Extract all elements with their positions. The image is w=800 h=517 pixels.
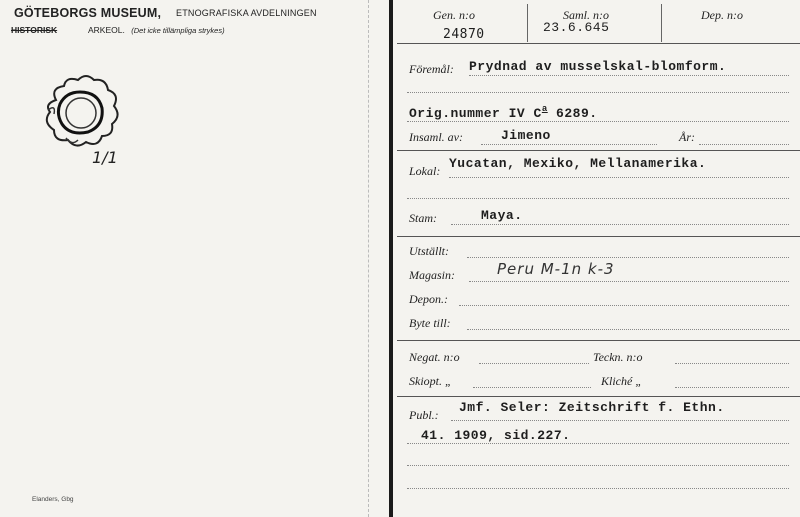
dotted-line [479,363,589,364]
divider [661,4,662,42]
publ-line-1: Jmf. Seler: Zeitschrift f. Ethn. [459,400,725,415]
divider [527,4,528,42]
publ-line-2: 41. 1909, sid.227. [421,428,571,443]
teckn-label: Teckn. n:o [593,350,643,364]
dotted-line [407,92,789,93]
dotted-line [481,144,657,145]
negat-label: Negat. n:o [409,350,460,364]
dotted-line [451,420,789,421]
dotted-line [699,144,789,145]
catalog-card [393,0,800,517]
dotted-line [469,75,789,76]
card-back-left [0,0,388,517]
rule [397,396,800,397]
dotted-line [449,177,789,178]
fold-line [368,0,369,517]
archaeology-label: ARKEOL. [88,25,125,35]
magasin-value: Peru M-1n k-3 [497,260,615,278]
saml-value: 23.6.645 [543,20,610,35]
gen-label: Gen. n:o [433,8,475,22]
archaeology-category [88,25,225,35]
dotted-line [675,363,789,364]
foremal-label: Föremål: [409,62,454,76]
rule [397,43,800,44]
dotted-line [469,281,789,282]
stam-label: Stam: [409,211,437,225]
insaml-value: Jimeno [501,128,551,143]
lokal-label: Lokal: [409,164,441,178]
saml-label: Saml. n:o [563,8,609,22]
insaml-label: Insaml. av: [409,130,463,144]
dotted-line [467,329,789,330]
dotted-line [407,488,789,489]
magasin-label: Magasin: [409,268,455,282]
department-name: ETNOGRAFISKA AVDELNINGEN [176,8,317,18]
publ-label: Publ.: [409,408,439,422]
dotted-line [675,387,789,388]
dotted-line [467,257,789,258]
rule [397,236,800,237]
dotted-line [407,121,789,122]
rule [397,150,800,151]
utstallt-label: Utställt: [409,244,450,258]
lokal-value: Yucatan, Mexiko, Mellanamerika. [449,156,707,171]
foremal-value: Prydnad av musselskal-blomform. [469,59,727,74]
dotted-line [407,198,789,199]
dep-label: Dep. n:o [701,8,743,22]
skiopt-label: Skiopt. „ [409,374,452,388]
depon-label: Depon.: [409,292,448,306]
struck-category: HISTORISK [11,25,58,35]
archaeology-note: (Det icke tillämpliga strykes) [131,26,225,35]
dotted-line [451,224,789,225]
scale-note: 1/1 [92,148,118,167]
stam-value: Maya. [481,208,523,223]
rule [397,340,800,341]
orig-number: Orig.nummer IV $C^a$ 6289. [409,104,598,121]
gen-value: 24870 [443,27,485,42]
dotted-line [473,387,591,388]
printer-mark: Elanders, Gbg [32,496,74,503]
ar-label: År: [679,130,695,144]
kliche-label: Kliché „ [601,374,642,388]
dotted-line [407,465,789,466]
shell-flower-sketch [36,70,126,155]
dotted-line [459,305,789,306]
museum-name: GÖTEBORGS MUSEUM, [14,6,162,20]
dotted-line [407,443,789,444]
byte-label: Byte till: [409,316,451,330]
